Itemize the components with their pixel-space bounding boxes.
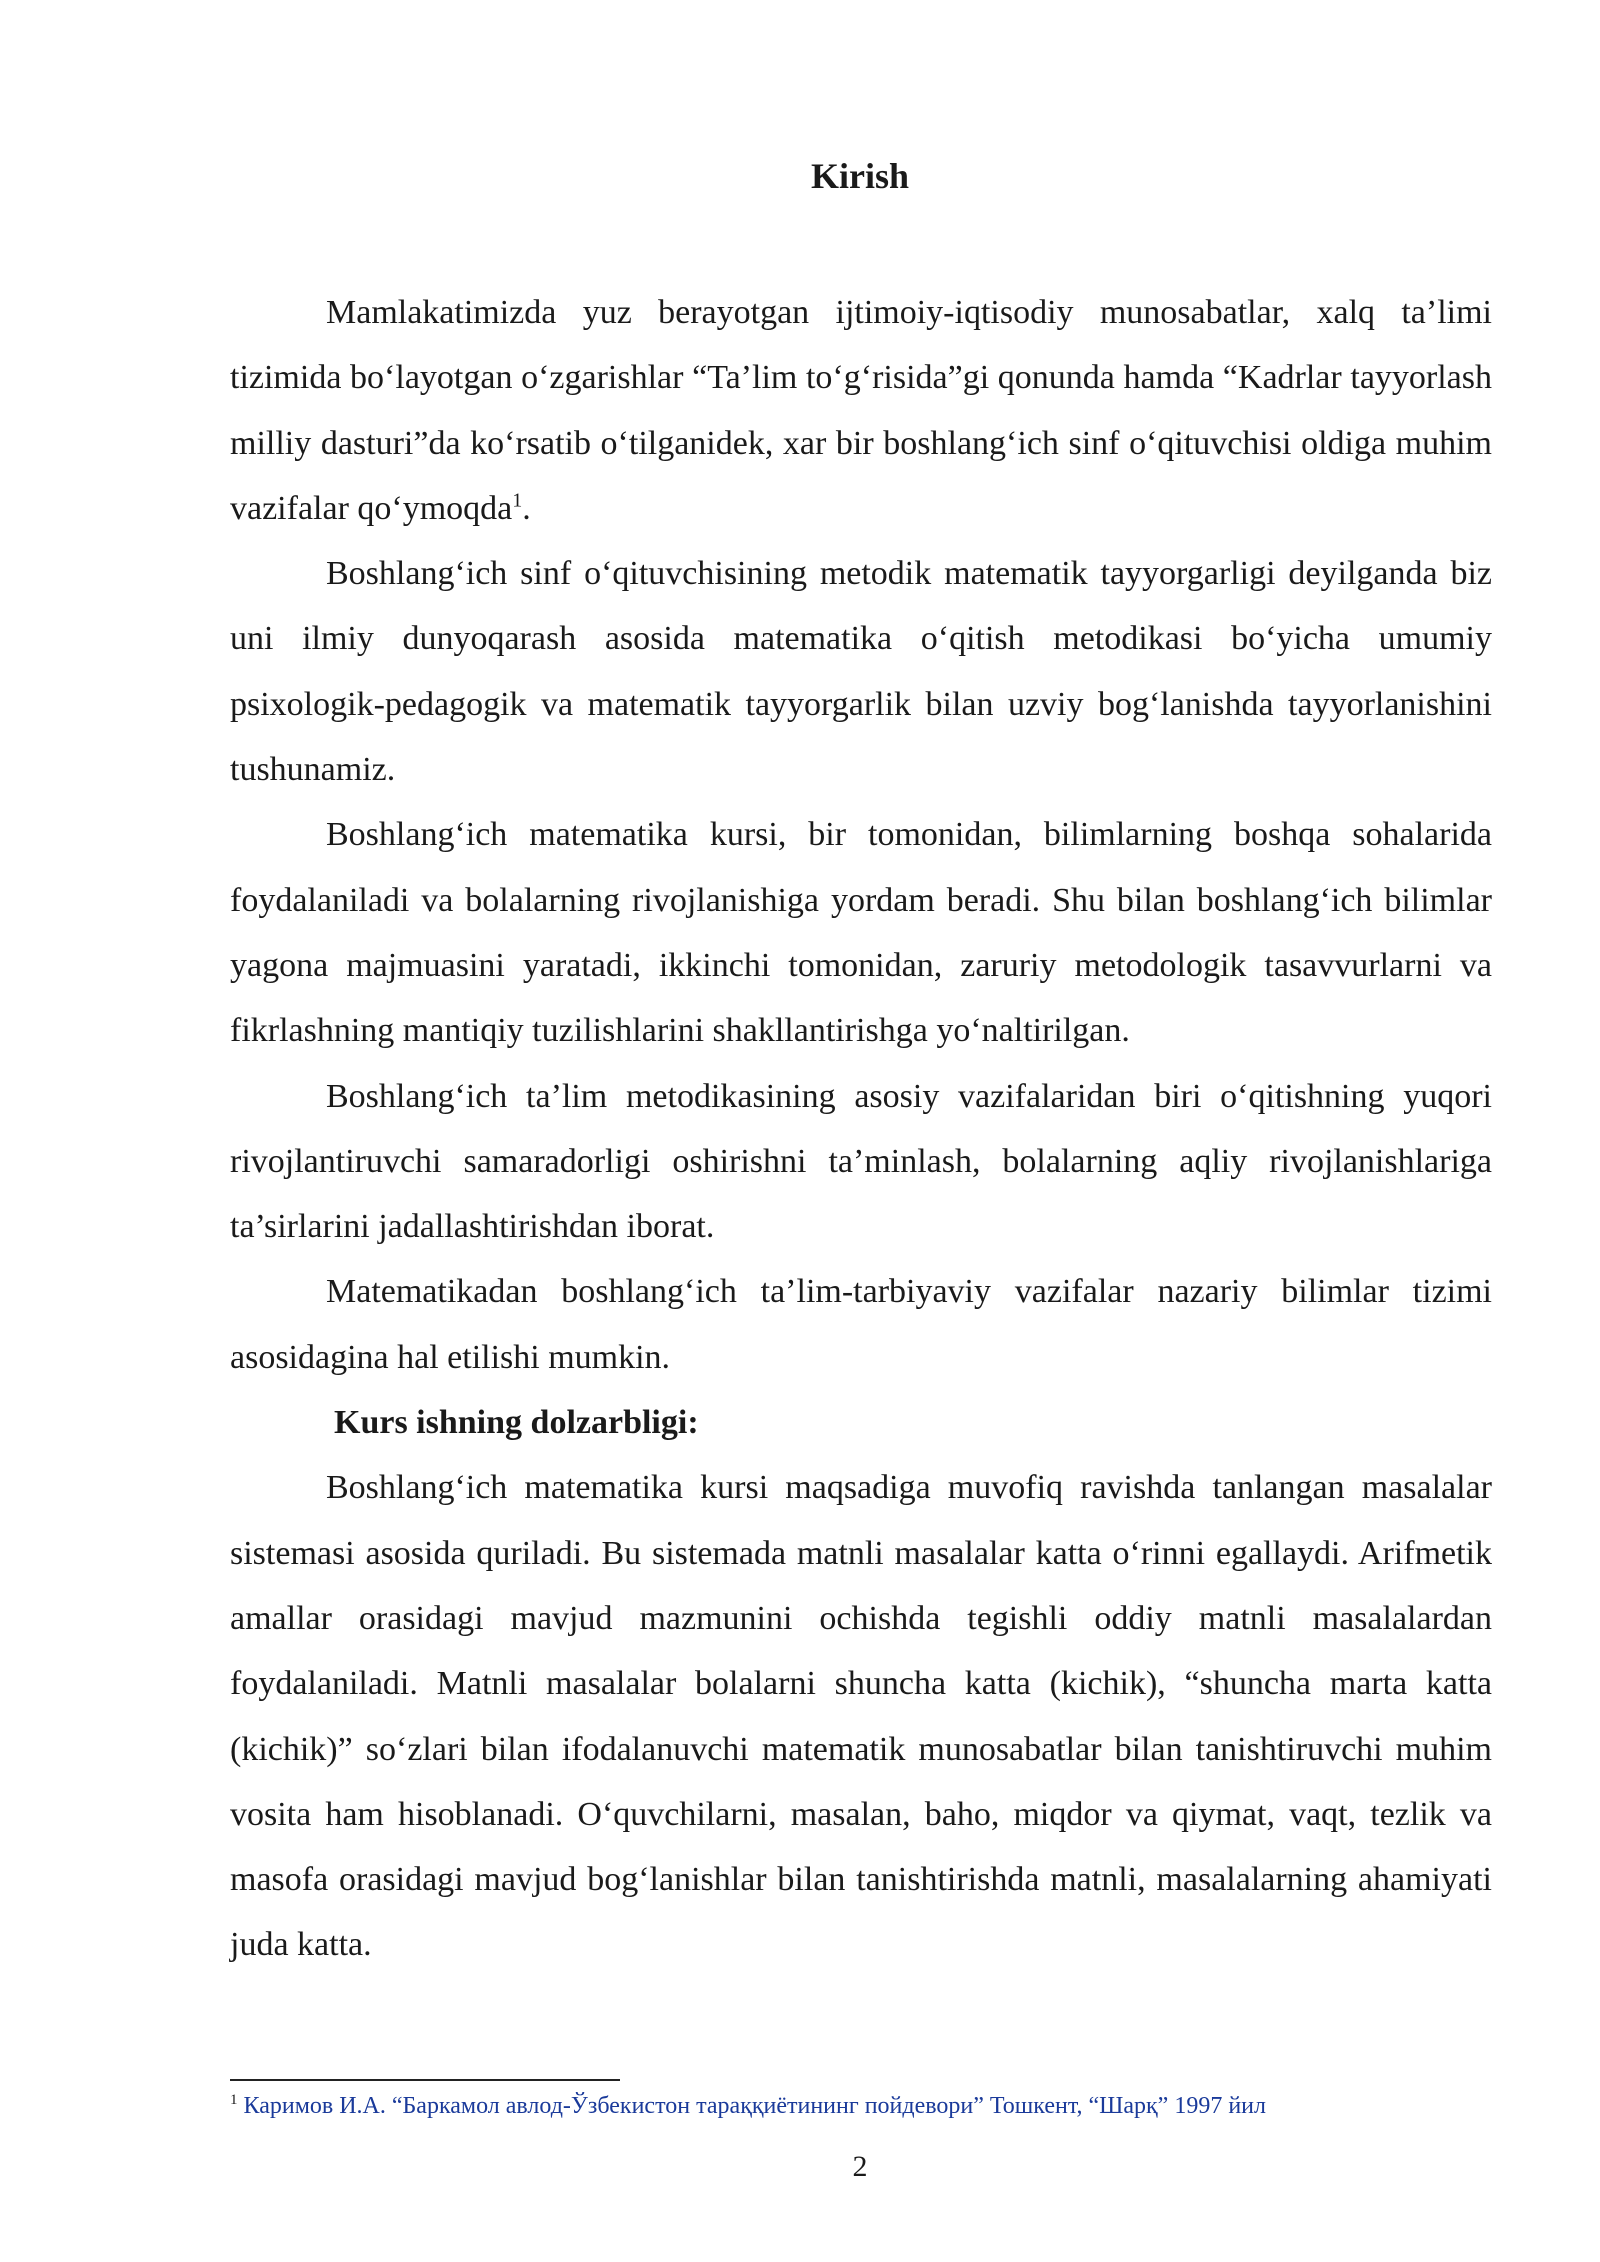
paragraph-teacher-preparation: Boshlang‘ich sinf o‘qituvchisining metodik matematik tayyorgarligi deyilganda biz uni ilmiy dunyoqarash asosida matematika o‘qitish metodikasi bo‘yicha umumiy psixologik-pedagogik va matematik tayyorgarlik bilan uzviy bog‘lanishda tayyorlanishini tushunamiz.: [230, 555, 1492, 789]
paragraph-intro: [230, 280, 1492, 541]
paragraph-theory-system: Matematikadan boshlang‘ich ta’lim-tarbiyaviy vazifalar nazariy bilimlar tizimi asosidagina hal etilishi mumkin.: [230, 1273, 1492, 1376]
page-number: 2: [852, 2150, 868, 2183]
footnote-reference[interactable]: 1: [512, 489, 523, 512]
paragraph-relevance: Boshlang‘ich matematika kursi maqsadiga muvofiq ravishda tanlangan masalalar sistemasi asosida quriladi. Bu sistemada matnli masalalar katta o‘rinni egallaydi. Arifmetik amallar orasidagi mavjud mazmunini ochishda tegishli oddiy matnli masalalardan foydalaniladi. Matnli masalalar bolalarni shuncha katta (kichik), “shuncha marta katta (kichik)” so‘zlari bilan ifodalanuvchi matematik munosabatlar bilan tanishtiruvchi muhim vosita ham hisoblanadi. O‘quvchilarni, masalan, baho, miqdor va qiymat, vaqt, tezlik va masofa orasidagi mavjud bog‘lanishlar bilan tanishtirishda matnli, masalalarning ahamiyati juda katta.: [230, 1469, 1492, 1964]
footnote: [230, 2088, 1530, 2124]
section-heading: Kurs ishning dolzarbligi:: [334, 1404, 699, 1442]
footnote-separator: [230, 2079, 620, 2081]
page-title: Kirish: [810, 156, 909, 196]
footnote-number: 1: [230, 2092, 238, 2108]
paragraph-intro-text: Mamlakatimizda yuz berayotgan ijtimoiy-iqtisodiy munosabatlar, xalq ta’limi tizimida bo‘layotgan o‘zgarishlar “Ta’lim to‘g‘risida”gi qonunda hamda “Kadrlar tayyorlash milliy dasturi”da ko‘rsatib o‘tilganidek, xar bir boshlang‘ich sinf o‘qituvchisi oldiga muhim vazifalar qo‘ymoqda: [230, 294, 1492, 527]
footnote-text: Каримов И.А. “Баркамол авлод-Ўзбекистон тараққиётининг пойдевори” Тошкент, “Шарқ” 1997 йил: [243, 2093, 1266, 2119]
paragraph-method-tasks: Boshlang‘ich ta’lim metodikasining asosiy vazifalaridan biri o‘qitishning yuqori rivojlantiruvchi samaradorligi oshirishni ta’minlash, bolalarning aqliy rivojlanishlariga ta’sirlarini jadallashtirishdan iborat.: [230, 1077, 1492, 1246]
paragraph-intro-end: .: [522, 489, 531, 527]
paragraph-math-course: Boshlang‘ich matematika kursi, bir tomonidan, bilimlarning boshqa sohalarida foydalaniladi va bolalarning rivojlanishiga yordam beradi. Shu bilan boshlang‘ich bilimlar yagona majmuasini yaratadi, ikkinchi tomonidan, zaruriy metodologik tasavvurlarni va fikrlashning mantiqiy tuzilishlarini shakllantirishga yo‘naltirilgan.: [230, 816, 1492, 1050]
body-text: [230, 280, 1492, 1978]
